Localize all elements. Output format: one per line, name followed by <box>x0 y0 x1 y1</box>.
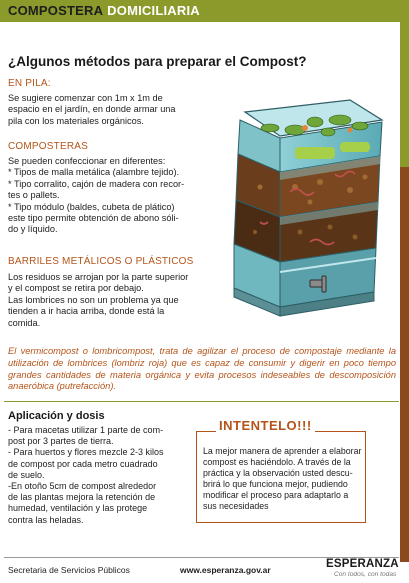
section-heading-en-pila: EN PILA: <box>8 78 51 89</box>
esperanza-logo: ESPERANZA <box>326 558 399 570</box>
text-line: -En otoño 5cm de compost alrededor <box>8 481 157 492</box>
callout-body <box>203 446 363 513</box>
text-line: brirá lo que funciona mejor, pudiendo <box>203 479 348 490</box>
text-line: - Para huertos y flores mezcle 2-3 kilos <box>8 447 164 458</box>
text-line: * Tipos de malla metálica (alambre tejido). <box>8 167 180 178</box>
section-heading-barriles: BARRILES METÁLICOS O PLÁSTICOS <box>8 256 194 267</box>
text-line: compost es haciéndolo. A través de la <box>203 457 351 468</box>
header-title-part2: DOMICILIARIA <box>107 3 200 18</box>
vermicompost-paragraph: El vermicompost o lombricompost, trata de agilizar el proceso de compostaje mediante la utilización de lombrices (lombriz roja) que es capaz de consumir y digerir en poco tiempo grandes cantidades de materia orgánica y evita procesos indeseables de descomposición anaeróbica (putrefacción). <box>8 346 396 392</box>
text-line: humedad, ventilación y las protege <box>8 503 148 514</box>
section-body-barriles <box>8 272 200 329</box>
text-line: modificar el proceso para adaptarlo a <box>203 490 349 501</box>
text-line: Las lombrices no son un problema ya que <box>8 294 179 305</box>
page-header-title <box>8 3 200 18</box>
text-line: post por 3 partes de tierra. <box>8 436 114 447</box>
text-line: La mejor manera de aprender a elaborar <box>203 446 362 456</box>
text-line: Los residuos se arrojan por la parte superior <box>8 272 189 282</box>
text-line: práctica y la observación usted descu- <box>203 468 353 479</box>
header-title-part1: COMPOSTERA <box>8 3 104 18</box>
section-divider <box>4 401 399 402</box>
text-line: tes o pallets. <box>8 190 60 201</box>
application-title: Aplicación y dosis <box>8 410 105 422</box>
text-line: espacio en el jardín, en donde armar una <box>8 104 176 115</box>
callout-title: INTENTELO!!! <box>216 418 315 433</box>
text-line: Se pueden confeccionar en diferentes: <box>8 156 166 166</box>
text-line: contra las heladas. <box>8 514 84 525</box>
text-line: sus necesidades <box>203 501 269 512</box>
main-question-heading: ¿Algunos métodos para preparar el Compost? <box>8 54 307 69</box>
footer-department: Secretaria de Servicios Públicos <box>8 565 130 575</box>
footer-website-link[interactable]: www.esperanza.gov.ar <box>180 565 271 575</box>
text-line: do y líquido. <box>8 224 58 235</box>
side-stripe-brown <box>400 167 409 562</box>
text-line: - Para macetas utilizar 1 parte de com- <box>8 425 164 435</box>
esperanza-logo-tagline: Con todos, con todas <box>334 571 397 578</box>
text-line: de suelo. <box>8 469 45 480</box>
text-line: este tipo permite obtención de abono sóli- <box>8 213 179 224</box>
section-heading-composteras: COMPOSTERAS <box>8 141 88 152</box>
text-line: de compost por cada metro cuadrado <box>8 458 158 469</box>
text-line: tienden a ir hacia arriba, donde está la <box>8 306 165 317</box>
text-line: Se sugiere comenzar con 1m x 1m de <box>8 93 163 103</box>
section-body-en-pila <box>8 93 198 127</box>
text-line: comida. <box>8 317 41 328</box>
text-line: pila con los materiales orgánicos. <box>8 115 144 126</box>
compost-bin-illustration <box>200 92 395 340</box>
text-line: * Tipo corralito, cajón de madera con recor- <box>8 178 185 189</box>
text-line: * Tipo módulo (baldes, cubeta de plático) <box>8 201 175 212</box>
section-body-composteras <box>8 156 200 236</box>
text-line: y el compost se retira por debajo. <box>8 283 144 294</box>
text-line: de las plantas mejora la retención de <box>8 492 156 503</box>
application-body <box>8 425 168 526</box>
side-stripe-olive <box>400 22 409 167</box>
